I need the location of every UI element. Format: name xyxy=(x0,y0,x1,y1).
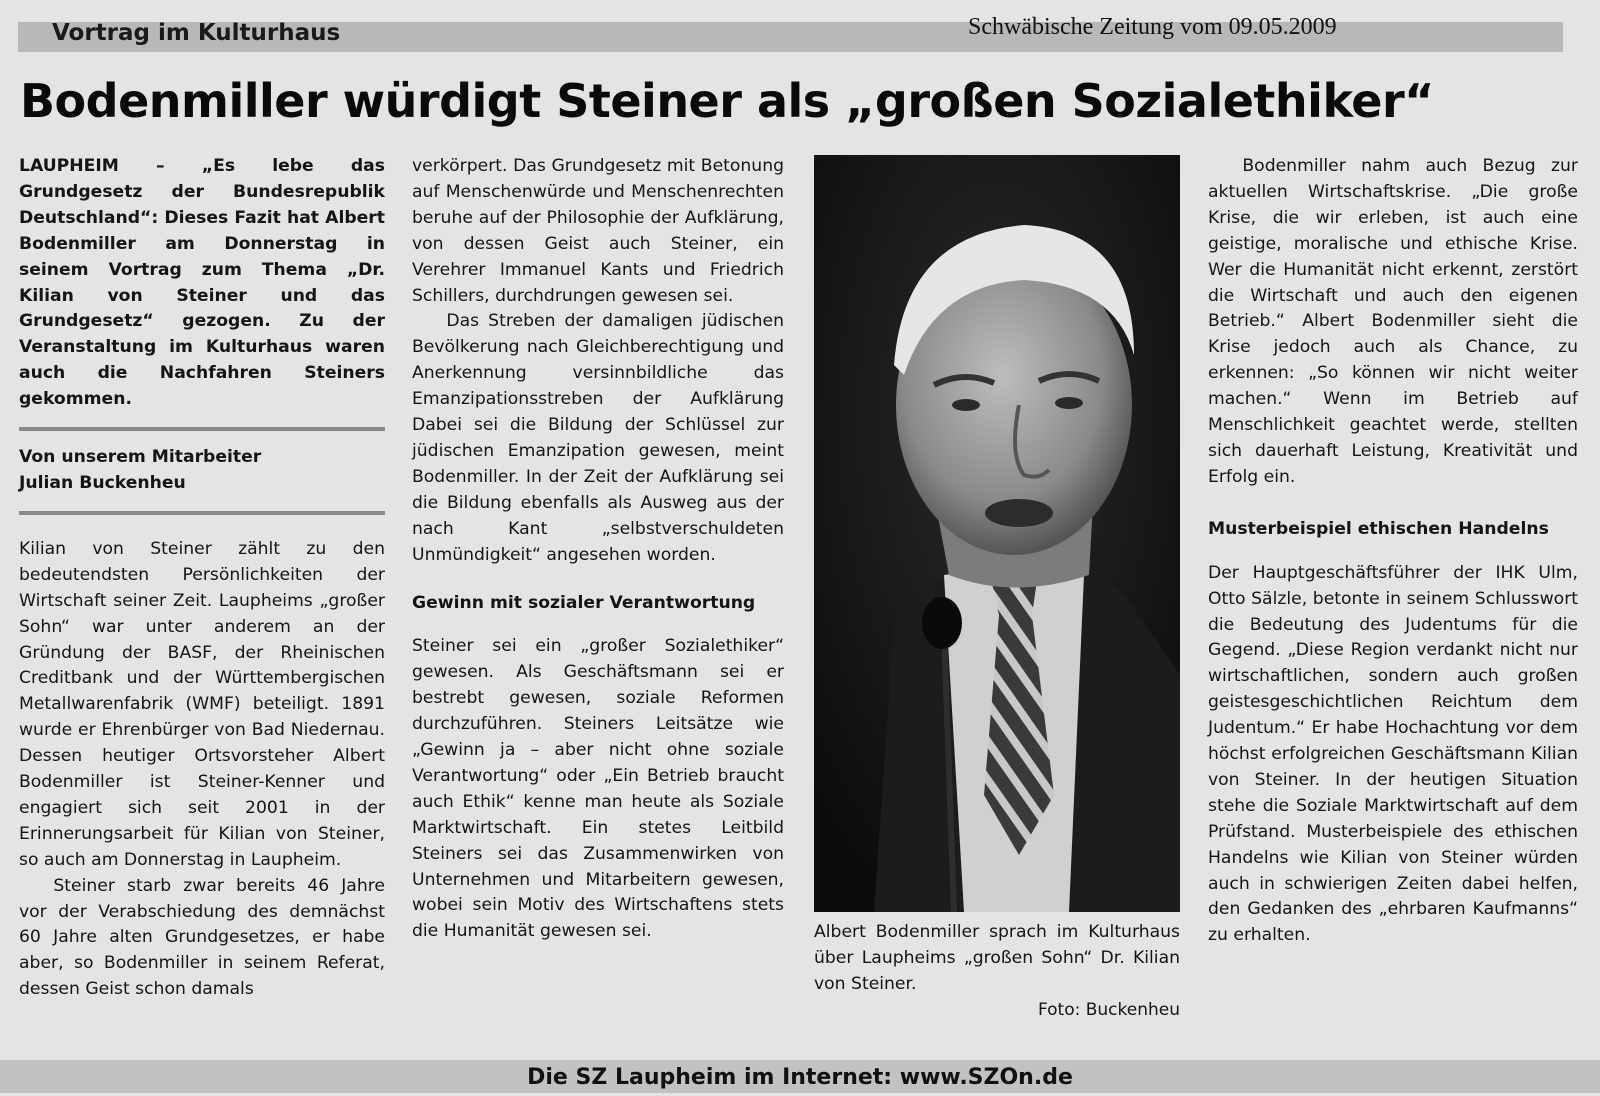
article-column-4 xyxy=(1208,154,1578,949)
body-paragraph: verkörpert. Das Grundgesetz mit Betonung auf Menschenwürde und Menschenrechten beruhe auf der Philosophie der Aufklärung, von dessen Geist auch Steiner, ein Verehrer Immanuel Kants und Friedrich Schillers, durchdrungen gewesen sei. xyxy=(412,156,784,306)
byline-role: Von unserem Mitarbeiter xyxy=(19,447,262,468)
byline xyxy=(19,445,385,497)
photo-credit: Foto: Buckenheu xyxy=(1037,999,1180,1020)
caption-text: Albert Bodenmiller sprach im Kulturhaus über Laupheims „großen Sohn“ Dr. Kilian von Steiner. xyxy=(814,922,1180,994)
body-paragraph: Das Streben der damaligen jüdischen Bevölkerung nach Gleichberechtigung und Anerkennung versinnbildliche das Emanzipationsstreben der Aufklärung Dabei sei die Bildung der Schlüssel zur jüdischen Emanzipation gewesen, meint Bodenmiller. In der Zeit der Aufklärung sei die Bildung ebenfalls als Ausweg aus der nach Kant „selbstverschuldeten Unmündigkeit“ angesehen worden. xyxy=(412,311,784,565)
photo-caption xyxy=(814,920,1180,1023)
article-column-1 xyxy=(19,154,385,1003)
headline: Bodenmiller würdigt Steiner als „großen Sozialethiker“ xyxy=(20,74,1434,128)
body-paragraph: Bodenmiller nahm auch Bezug zur aktuellen Wirtschaftskrise. „Die große Krise, die wir erleben, ist auch eine geistige, moralische und ethische Krise. Wer die Humanität nicht erkennt, zerstört die Wirtschaft und auch den eigenen Betrieb.“ Albert Bodenmiller sieht die Krise jedoch auch als Chance, zu erkennen: „So können wir nicht weiter machen.“ Wenn im Betrieb auf Menschlichkeit geachtet werde, stellten sich dauerhaft Leistung, Kreativität und Erfolg ein. xyxy=(1208,156,1578,487)
divider-rule xyxy=(19,427,385,431)
divider-rule xyxy=(19,511,385,515)
article-column-2 xyxy=(412,154,784,945)
section-kicker: Vortrag im Kulturhaus xyxy=(52,20,341,46)
body-paragraph: Kilian von Steiner zählt zu den bedeutendsten Persönlichkeiten der Wirtschaft seiner Zeit. Laupheims „großer Sohn“ war unter anderem an der Gründung der BASF, der Rheinischen Creditbank und der Württembergischen Metallwarenfabrik (WMF) beteiligt. 1891 wurde er Ehrenbürger von Bad Niedernau. Dessen heutiger Ortsvorsteher Albert Bodenmiller ist Steiner-Kenner und engagiert sich seit 2001 in der Erinnerungsarbeit für Kilian von Steiner, so auch am Donnerstag in Laupheim. xyxy=(19,538,385,870)
speaker-photo xyxy=(814,155,1180,912)
lead-paragraph: LAUPHEIM – „Es lebe das Grundgesetz der Bundesrepublik Deutschland“: Dieses Fazit hat Albert Bodenmiller am Donnerstag in seinem Vortrag zum Thema „Dr. Kilian von Steiner und das Grundgesetz“ gezogen. Zu der Veranstaltung im Kulturhaus waren auch die Nachfahren Steiners gekommen. xyxy=(19,156,385,410)
source-line: Schwäbische Zeitung vom 09.05.2009 xyxy=(968,14,1337,40)
body-paragraph: Steiner starb zwar bereits 46 Jahre vor der Verabschiedung des demnächst 60 Jahre alten Grundgesetzes, er habe aber, so Bodenmiller in seinem Referat, dessen Geist schon damals xyxy=(19,875,385,1000)
body-paragraph: Steiner sei ein „großer Sozialethiker“ gewesen. Als Geschäftsmann sei er bestrebt gewesen, soziale Reformen durchzuführen. Steiners Leitsätze wie „Gewinn ja – aber nicht ohne soziale Verantwortung“ oder „Ein Betrieb braucht auch Ethik“ kenne man heute als Soziale Marktwirtschaft. Ein stetes Leitbild Steiners sei das Zusammenwirken von Unternehmen und Mitarbeitern gewesen, wobei sein Motiv des Wirtschaftens stets die Humanität gewesen sei. xyxy=(412,636,784,942)
body-paragraph: Der Hauptgeschäftsführer der IHK Ulm, Otto Sälzle, betonte in seinem Schlusswort die Bedeutung des Judentums für die Gegend. „Diese Region verdankt nicht nur wirtschaftlichen, sondern auch großen geistesgeschichtlichen Reichtum dem Judentum.“ Er habe Hochachtung vor dem höchst erfolgreichen Geschäftsmann Kilian von Steiner. In der heutigen Situation stehe die Soziale Marktwirtschaft auf dem Prüfstand. Musterbeispiele des ethischen Handelns wie Kilian von Steiner würden auch in schwierigen Zeiten dabei helfen, den Gedanken des „ehrbaren Kaufmanns“ zu erhalten. xyxy=(1208,562,1578,946)
subheading: Gewinn mit sozialer Verantwortung xyxy=(412,592,756,613)
footer-banner: Die SZ Laupheim im Internet: www.SZOn.de xyxy=(0,1060,1600,1093)
byline-author: Julian Buckenheu xyxy=(19,472,186,493)
subheading: Musterbeispiel ethischen Handelns xyxy=(1208,518,1549,539)
speaker-illustration xyxy=(814,155,1180,912)
